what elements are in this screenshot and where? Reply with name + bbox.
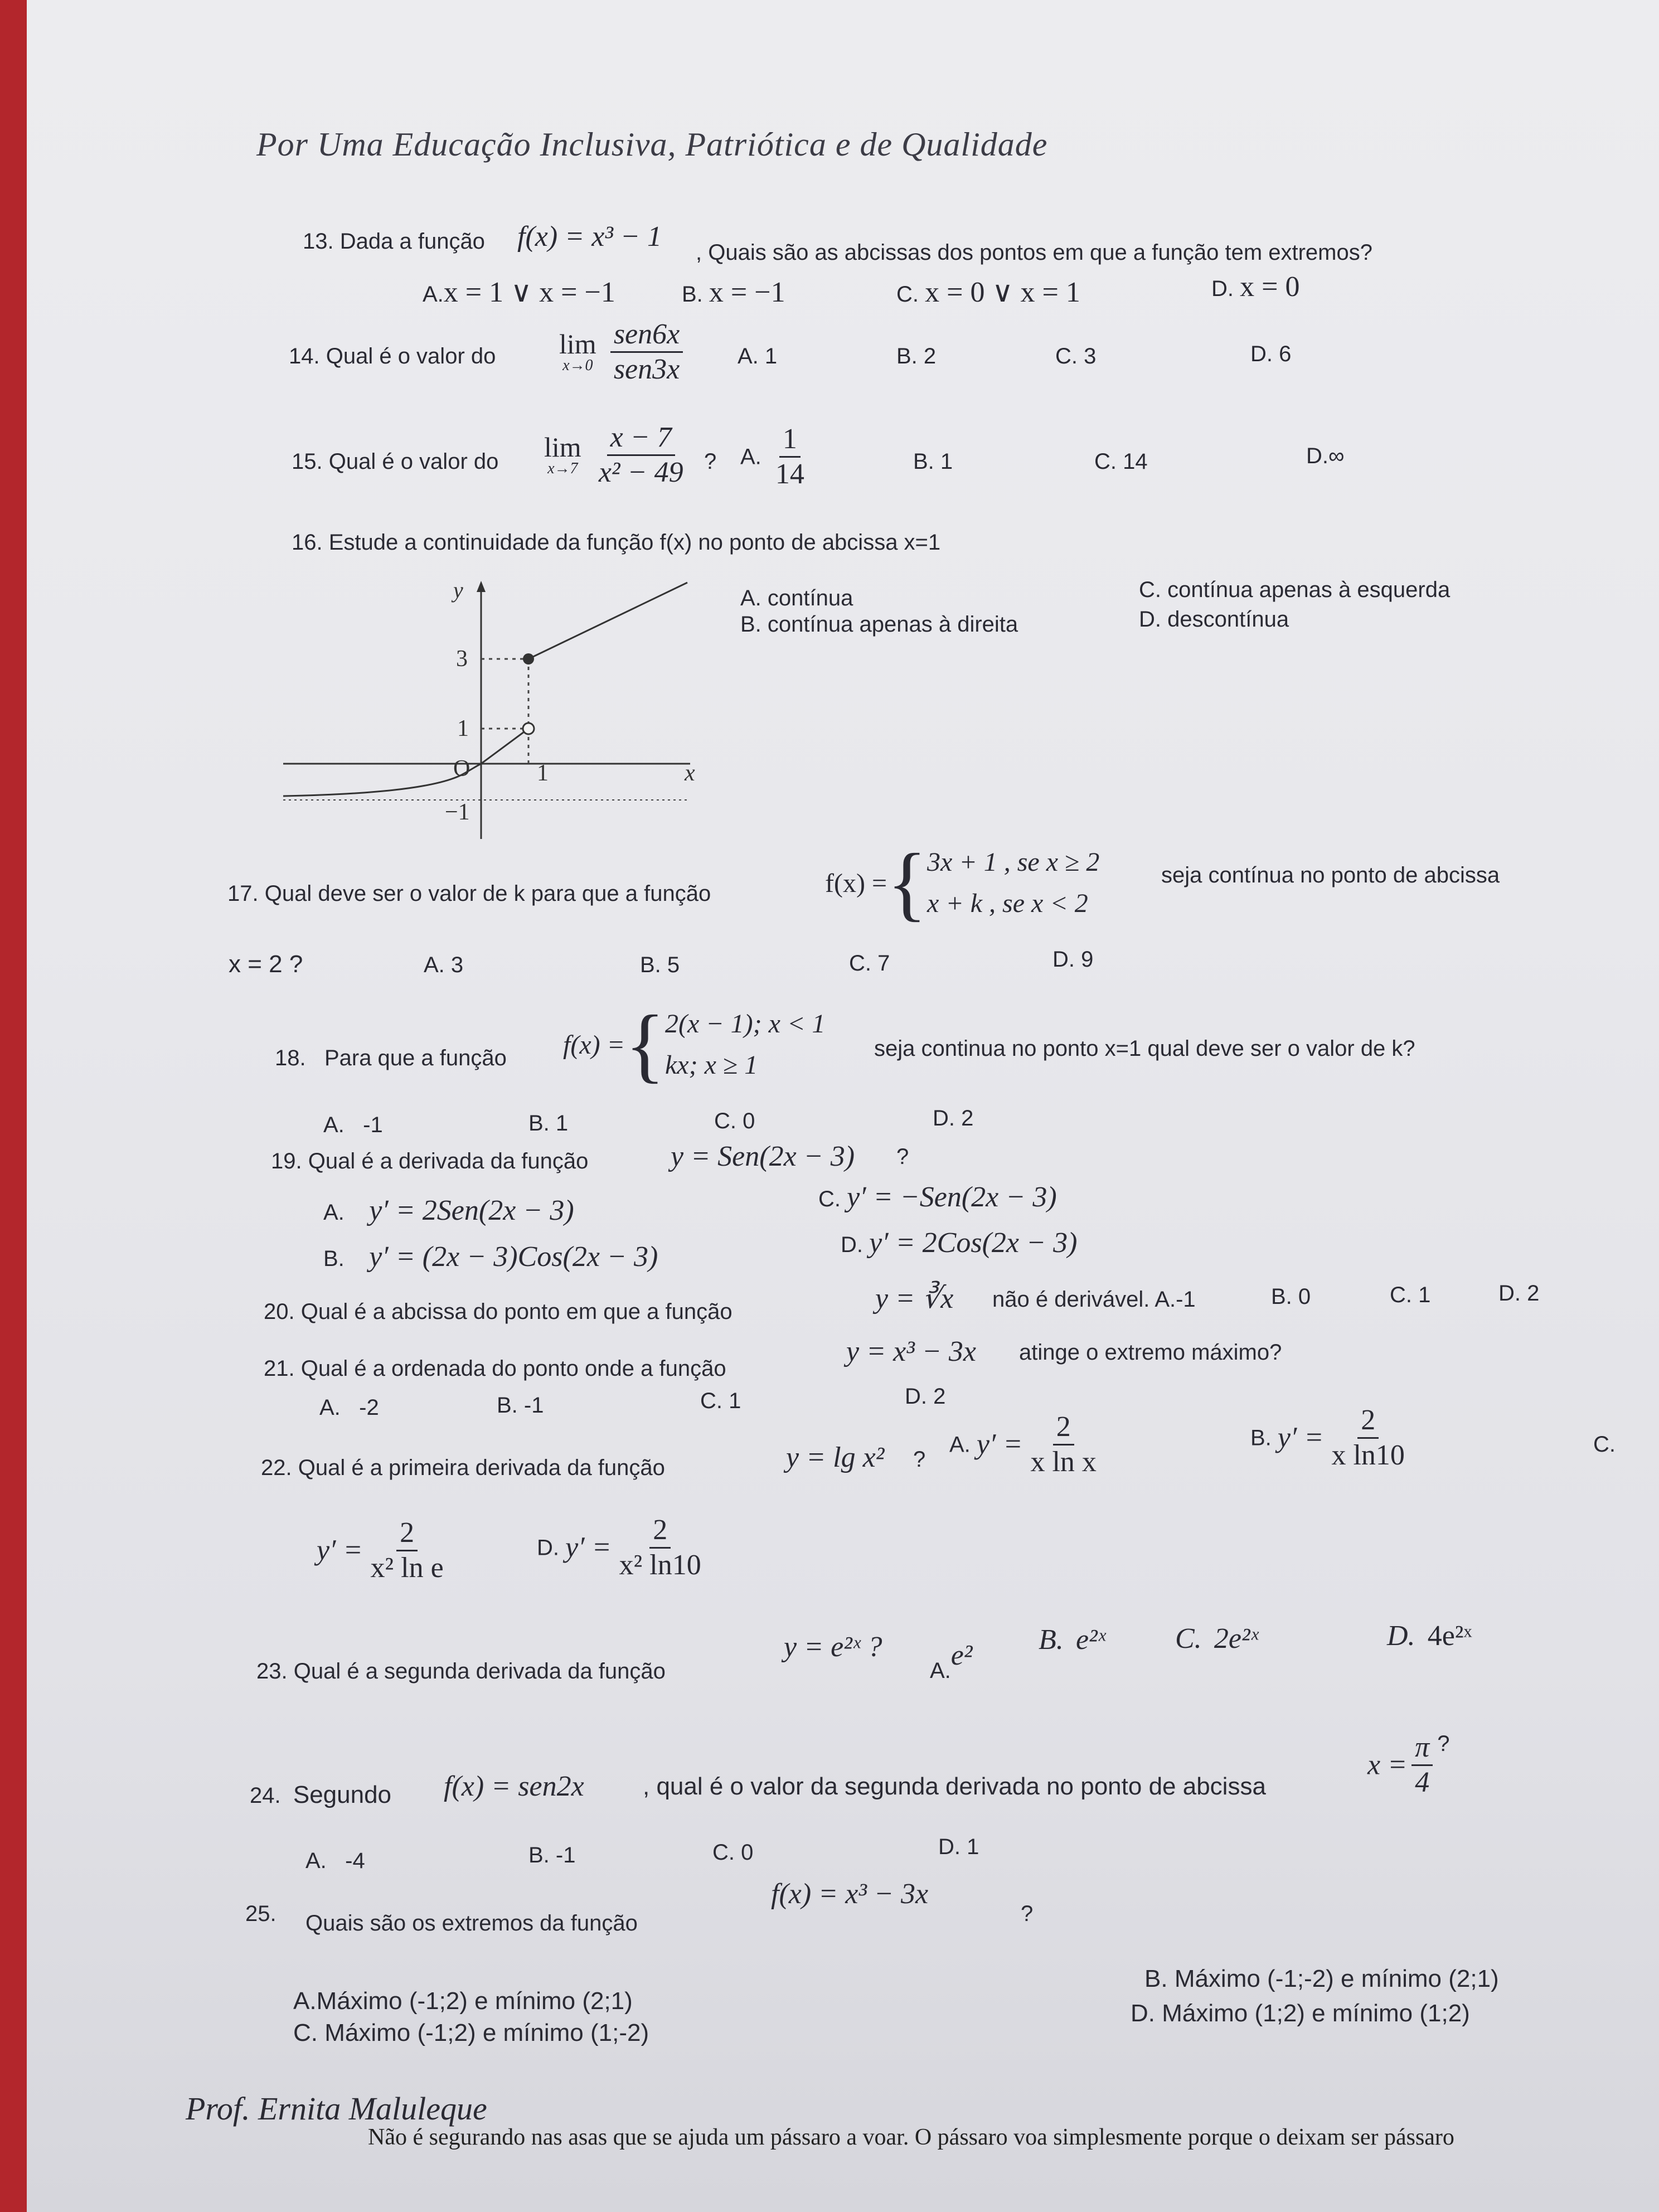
option-b[interactable]: contínua apenas à direita [767,612,1018,637]
option-letter: A. [930,1658,951,1683]
option-d[interactable]: ∞ [1328,444,1345,468]
question-mark: ? [704,449,717,474]
option-a[interactable]: contínua [767,586,853,610]
question-text: , qual é o valor da segunda derivada no ponto de abcissa [643,1773,1266,1800]
option-c[interactable]: 14 [1123,449,1148,474]
option-b[interactable]: 1 [940,449,953,474]
option-letter: B. [913,449,934,474]
option-letter: A. [293,1987,317,2015]
option-letter: B. [528,1111,550,1136]
question-text: atinge o extremo máximo? [1019,1340,1282,1365]
option-letter: C. [700,1389,722,1413]
option-b[interactable]: y′ = (2x − 3)Cos(2x − 3) [369,1241,658,1273]
exam-sheet [27,0,1659,2212]
question-text: Dada a função [339,229,485,254]
question-text: x = 2 ? [229,950,303,978]
page-header: Por Uma Educação Inclusiva, Patriótica e de Qualidade [256,126,1048,163]
question-number: 23. [256,1659,288,1684]
x-axis-label: x [685,760,695,786]
option-letter: D. [1306,444,1328,468]
option-letter: A. [740,444,761,469]
tick-label-3: 3 [456,646,468,672]
piecewise-brace: { [625,998,665,1092]
option-letter: B. [497,1393,518,1418]
question-text: Estude a continuidade da função f(x) no ponto de abcissa x=1 [328,530,941,555]
option-letter: A. [949,1432,971,1457]
piecewise-cases: 3x + 1 , se x ≥ 2 x + k , se x < 2 [927,847,1100,919]
limit-fraction: $\frac{x - 7}{\text{x² − 49}}$ [598,421,683,488]
question-text: Qual é a primeira derivada da função [298,1456,665,1480]
option-letter: B. [1144,1965,1168,1992]
question-text: Qual é o valor do [326,344,496,368]
question-number: 18. [275,1046,306,1070]
piecewise-lhs: f(x) = [563,1030,625,1060]
option-letter: A. [319,1395,341,1420]
teacher-signature: Prof. Ernita Maluleque [186,2090,487,2127]
option-letter: B. [528,1843,550,1867]
question-text: Qual deve ser o valor de k para que a função [264,881,711,906]
derivative-lhs: y′ = [565,1531,612,1564]
option-letter: D. [905,1384,927,1409]
option-a[interactable]: -4 [345,1849,365,1873]
question-text: Qual é a ordenada do ponto onde a função [300,1356,726,1381]
option-letter: D. [841,1233,863,1257]
option-letter: C. [1094,449,1117,474]
option-c[interactable]: 7 [877,951,890,976]
option-letter: B. [740,612,761,637]
question-text: Qual é o valor do [328,449,499,474]
option-c[interactable]: $\frac{2}{\text{x² ln e}}$ [370,1517,444,1584]
left-branch-curve [283,729,528,796]
limit-operator: lim x→7 [544,431,581,478]
question-number: 24. [250,1783,281,1808]
question-number: 13. [303,229,334,254]
piecewise-cases: 2(x − 1); x < 1 kx; x ≥ 1 [665,1009,826,1080]
option-letter: A. [323,1200,345,1225]
question-number: 20. [264,1299,295,1324]
option-letter: B. [896,344,918,368]
question-mark: ? [913,1447,926,1472]
question-text: seja continua no ponto x=1 qual deve ser o valor de k? [874,1036,1415,1061]
question-text: Para que a função [324,1046,507,1070]
option-c[interactable]: y′ = −Sen(2x − 3) [847,1181,1057,1213]
option-d[interactable]: 1 [967,1835,979,1859]
option-letter: C. [712,1840,735,1865]
option-letter: D. [1498,1281,1521,1306]
question-text: Qual é a abcissa do ponto em que a função [300,1299,733,1324]
option-letter: B. [1271,1284,1292,1309]
question-mark: ? [896,1144,909,1169]
option-d[interactable]: descontínua [1167,607,1289,632]
option-letter: A. [738,344,759,368]
option-letter: A. [423,282,444,307]
tick-label-neg1: −1 [445,799,470,825]
tick-label-1: 1 [457,716,469,741]
derivative-lhs: y′ = [1277,1422,1324,1454]
question-text: Qual é a segunda derivada da função [293,1659,666,1684]
option-letter: D. [1250,342,1273,366]
option-c[interactable]: Máximo (-1;2) e mínimo (1;-2) [324,2019,649,2046]
option-d[interactable]: $\frac{2}{\text{x² ln10}}$ [619,1514,701,1581]
option-c[interactable]: 2e²ˣ [1214,1623,1259,1655]
option-letter: C. [896,282,919,307]
option-letter: B. [682,282,703,307]
option-letter: C. [1593,1432,1616,1457]
question-formula: y = ∛x [875,1283,954,1314]
option-letter: C. [1390,1283,1412,1307]
question-formula: y = x³ − 3x [846,1336,977,1367]
option-a[interactable]: e² [950,1639,973,1671]
option-c[interactable]: 1 [729,1389,741,1413]
option-letter: C. [1139,578,1161,602]
option-b[interactable]: 0 [1298,1284,1311,1309]
question-text: Segundo [293,1781,392,1808]
option-b[interactable]: Máximo (-1;-2) e mínimo (2;1) [1174,1965,1499,1992]
question-mark: ? [1021,1901,1034,1926]
footer-motto: Não é segurando nas asas que se ajuda um pássaro a voar. O pássaro voa simplesmente porque o deixam ser pássaro [368,2124,1454,2150]
question-number: 14. [289,344,320,368]
option-letter: A. [1154,1287,1176,1312]
open-point [523,723,534,734]
question-formula: y = Sen(2x − 3) [671,1141,855,1172]
option-a[interactable]: $\frac{1}{14}$ [775,423,804,490]
question-formula: f(x) = x³ − 1 [517,221,662,253]
abscissa-lhs: x = [1367,1749,1408,1781]
option-c[interactable]: contínua apenas à esquerda [1167,578,1451,602]
option-letter: D. [1052,947,1075,972]
question-formula: y = e²ˣ ? [784,1631,882,1663]
option-letter: A. [740,586,761,610]
option-d[interactable]: 2 [961,1106,974,1131]
question-number: 25. [245,1901,276,1926]
question-number: 19. [271,1149,302,1173]
option-b[interactable]: $\frac{2}{\text{x ln10}}$ [1331,1404,1405,1471]
option-letter: C. [714,1109,736,1133]
option-d[interactable]: Máximo (1;2) e mínimo (1;2) [1162,2000,1470,2027]
option-b[interactable]: 1 [555,1111,569,1136]
question-mark: ? [1437,1731,1450,1756]
option-letter: D. [1131,2000,1155,2027]
red-background-edge [0,0,27,2212]
option-letter: D. [933,1106,955,1131]
question-number: 21. [264,1356,295,1381]
question-number: 17. [227,881,259,906]
option-letter: C. [293,2019,318,2046]
option-a[interactable]: y′ = 2Sen(2x − 3) [369,1195,574,1226]
question-text: não é derivável. [992,1287,1150,1312]
option-d[interactable]: 2 [933,1384,946,1409]
option-letter: C. [818,1187,841,1211]
option-d[interactable]: 9 [1081,947,1094,972]
question-text: Quais são os extremos da função [305,1911,638,1936]
option-letter: B. [640,953,661,977]
option-a[interactable]: $\frac{2}{\text{x ln x}}$ [1030,1411,1097,1478]
abscissa-fraction: $\frac{\pi}{4}$ [1411,1731,1433,1799]
option-letter: D. [537,1535,559,1560]
option-c[interactable]: 0 [741,1840,754,1865]
option-a[interactable]: 1 [764,344,778,368]
y-axis-label: y [453,578,463,603]
origin-label: O [453,756,470,782]
option-letter: C. [1175,1623,1202,1655]
piecewise-brace: { [887,837,928,930]
derivative-lhs: y′ = [317,1534,363,1566]
option-b[interactable]: 5 [667,953,680,977]
option-a[interactable]: -1 [363,1113,383,1137]
option-d[interactable]: x = 0 [1240,271,1300,303]
option-c[interactable]: 3 [1084,344,1097,368]
piecewise-lhs: f(x) = [825,868,887,898]
option-b[interactable]: x = −1 [709,276,785,308]
question-text: seja contínua no ponto de abcissa [1161,863,1500,887]
option-b[interactable]: 2 [923,344,937,368]
question-number: 22. [261,1456,292,1480]
option-c[interactable]: x = 0 ∨ x = 1 [925,276,1080,308]
option-letter: D. [1387,1620,1415,1652]
right-branch-line [528,583,687,659]
option-d[interactable]: 6 [1279,342,1292,366]
closed-point [523,653,534,664]
option-letter: B. [1250,1425,1272,1451]
question-formula: f(x) = sen2x [444,1770,584,1802]
option-letter: A. [305,1849,327,1873]
option-letter: A. [323,1113,345,1137]
option-letter: C. [849,951,871,976]
option-letter: B. [323,1246,345,1271]
option-letter: C. [1055,344,1078,368]
question-formula: f(x) = x³ − 3x [771,1878,929,1910]
option-letter: B. [1039,1624,1064,1656]
option-a[interactable]: -1 [1176,1287,1196,1312]
option-c[interactable]: 1 [1418,1283,1431,1307]
continuity-graph [278,574,724,847]
option-a[interactable]: -2 [359,1395,379,1420]
option-d[interactable]: y′ = 2Cos(2x − 3) [869,1227,1078,1259]
question-text: Qual é a derivada da função [308,1149,589,1173]
option-a[interactable]: x = 1 ∨ x = −1 [443,276,615,308]
option-letter: D. [938,1835,961,1859]
option-letter: D. [1211,276,1234,301]
question-number: 16. [292,530,323,555]
limit-operator: lim x→0 [559,328,596,375]
option-letter: D. [1139,607,1161,632]
tick-label-x1: 1 [537,760,549,786]
option-letter: A. [424,953,445,977]
option-b[interactable]: e²ˣ [1076,1624,1106,1656]
option-a[interactable]: 3 [450,953,464,977]
limit-fraction: $\frac{\text{sen6x}}{\text{sen3x}}$ [610,318,683,386]
option-d[interactable]: 4e²ˣ [1427,1620,1472,1652]
option-a[interactable]: Máximo (-1;2) e mínimo (2;1) [316,1987,633,2015]
question-number: 15. [292,449,323,474]
option-b[interactable]: -1 [523,1393,544,1418]
option-d[interactable]: 2 [1527,1281,1540,1306]
question-formula: y = lg x² [786,1442,885,1473]
option-b[interactable]: -1 [555,1843,576,1867]
derivative-lhs: y′ = [976,1428,1023,1461]
question-text: , Quais são as abcissas dos pontos em que a função tem extremos? [696,240,1372,265]
y-axis-arrow [477,581,486,592]
option-c[interactable]: 0 [743,1109,755,1133]
